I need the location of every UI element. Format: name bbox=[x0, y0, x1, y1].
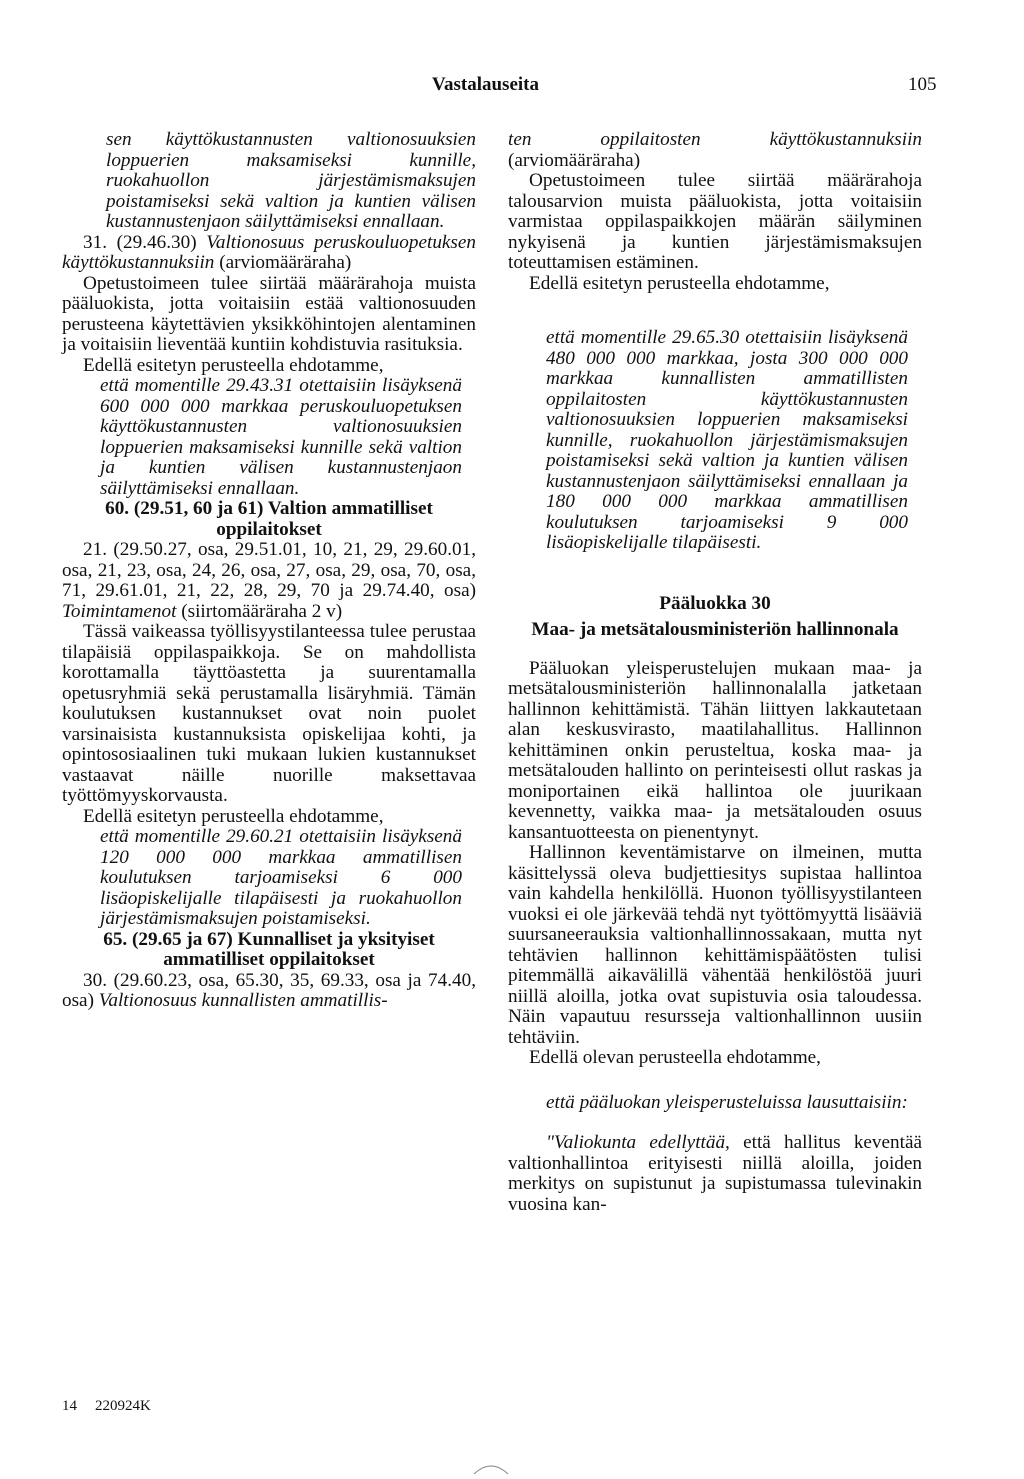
final-motion-intro: että pääluokan yleisperusteluissa lausuttaisiin: bbox=[546, 1091, 908, 1113]
page-number: 105 bbox=[908, 74, 937, 95]
item-21-title: Toimintamenot bbox=[62, 600, 177, 622]
main-class-30-title: Pääluokka 30 bbox=[659, 592, 771, 614]
paragraph-1: Pääluokan yleisperustelujen mukaan maa- ja metsätalousministeriön hallinnonalalla jatketaan hallinnon kehittämistä. Tähän liittyen lakkautetaan alan keskusvirasto, maatilahallitus. Hallinnon kehittäminen onkin perusteltua, koska maa- ja metsätalouden hallinto on perinteisesti ollut raskas ja moniportainen eikä hallintoa ole juurikaan kevennetty, vaikka maa- ja metsätalouden osuus kansantuotteesta on pienentynyt. bbox=[508, 657, 922, 843]
item-30-number: 30. (29.60.23, osa, 65.30, 35, 69.33, osa ja 74.40, osa) bbox=[62, 969, 476, 1011]
running-title: Vastalauseita bbox=[432, 74, 539, 95]
paragraph-3: Edellä olevan perusteella ehdotamme, bbox=[529, 1047, 821, 1068]
section-60-heading: 60. (29.51, 60 ja 61) Valtion ammatilliset oppilaitokset bbox=[105, 498, 433, 540]
item-30-cont-title: ten oppilaitosten käyttökustannuksiin bbox=[508, 129, 922, 150]
item-21-proposal: Edellä esitetyn perusteella ehdotamme, bbox=[83, 805, 384, 827]
item-30-motion: että momentille 29.65.30 otettaisiin lisäyksenä 480 000 000 markkaa, josta 300 000 000 markkaa kunnallisten ammatillisten oppilaitosten käyttökustannusten valtionosuuksien loppuerien maksamiseksi kunnille, ruokahuollon järjestämismaksujen poistamiseksi sekä valtion ja kuntien välisen kustannustenjaon säilyttämiseksi ennallaan ja 180 000 000 markkaa ammatillisen koulutuksen tarjoamiseksi 9 000 lisäopiskelijalle tilapäisesti. bbox=[546, 327, 908, 553]
final-quote-body: että hallitus keventää valtionhallintoa erityisesti niillä aloilla, joiden merkitys on supistunut ja supistumassa tulevinakin vuosina kan- bbox=[508, 1132, 922, 1215]
right-column bbox=[508, 130, 922, 1215]
final-quote bbox=[508, 1133, 922, 1215]
scan-mark-icon bbox=[472, 1460, 510, 1476]
item-30-cont-type: (arviomääräraha) bbox=[508, 149, 641, 171]
sheet-number: 14 bbox=[62, 1398, 77, 1414]
main-class-30-subtitle: Maa- ja metsätalousministeriön hallinnonala bbox=[531, 619, 899, 640]
left-column bbox=[62, 130, 476, 1012]
section-65-heading: 65. (29.65 ja 67) Kunnalliset ja yksityiset ammatilliset oppilaitokset bbox=[103, 928, 435, 970]
item-31-proposal: Edellä esitetyn perusteella ehdotamme, bbox=[83, 354, 384, 376]
item-21-body: Tässä vaikeassa työllisyystilanteessa tulee perustaa tilapäisiä oppilaspaikkoja. Se on mahdollista korottamalla täyttöastetta ja suurentamalla opetusryhmiä sekä perustamalla lisäryhmiä. Tämän koulutuksen kustannukset ovat noin puolet varsinaisista kustannuksista opiskelijaa kohti, ja opintososiaalinen tuki mukaan lukien kustannukset vastaavat näille nuorille maksettavaa työttömyyskorvausta. bbox=[62, 621, 476, 806]
item-30-title: Valtionosuus kunnallisten ammatillis- bbox=[98, 990, 388, 1011]
item-21-type: (siirtomääräraha 2 v) bbox=[176, 600, 343, 622]
page-header bbox=[0, 74, 1024, 98]
intro-motion: sen käyttökustannusten valtionosuuksien loppuerien maksamiseksi kunnille, ruokahuollon järjestämismaksujen poistamiseksi sekä valtion ja kuntien välisen kustannustenjaon säilyttämiseksi ennallaan. bbox=[106, 129, 476, 232]
print-signature: 220924K bbox=[95, 1398, 151, 1414]
item-31-body: Opetustoimeen tulee siirtää määrärahoja muista pääluokista, jotta voitaisiin estää valtionosuuden perusteena käytettävien yksikköhintojen alentaminen ja voitaisiin lieventää kuntiin kohdistuvia rasituksia. bbox=[62, 272, 476, 355]
item-30-body: Opetustoimeen tulee siirtää määrärahoja talousarvion muista pääluokista, jotta voitaisiin varmistaa oppilaspaikkojen määrän säilyminen nykyisenä ja kuntien järjestämismaksujen toteuttamisen estäminen. bbox=[508, 170, 922, 273]
item-31-motion: että momentille 29.43.31 otettaisiin lisäyksenä 600 000 000 markkaa peruskouluopetuksen käyttökustannusten valtionosuuksien loppuerien maksamiseksi kunnille sekä valtion ja kuntien välisen kustannustenjaon säilyttämiseksi ennallaan. bbox=[100, 375, 462, 499]
item-30-proposal: Edellä esitetyn perusteella ehdotamme, bbox=[529, 272, 830, 294]
item-31-number: 31. (29.46.30) bbox=[83, 231, 207, 253]
item-31-heading bbox=[62, 233, 476, 274]
item-21-motion: että momentille 29.60.21 otettaisiin lisäyksenä 120 000 000 markkaa ammatillisen koulutuksen tarjoamiseksi 6 000 lisäopiskelijalle tilapäisesti ja ruokahuollon järjestämismaksujen poistamiseksi. bbox=[100, 826, 462, 929]
item-31-type: (arviomääräraha) bbox=[214, 252, 352, 273]
item-21-number: 21. (29.50.27, osa, 29.51.01, 10, 21, 29, 29.60.01, osa, 21, 23, osa, 24, 26, osa, 27, osa, 29, osa, 70, osa, 71, 29.61.01, 21, 22, 28, 29, 70 ja 29.74.40, osa) bbox=[62, 539, 476, 601]
main-class-30-heading bbox=[508, 594, 922, 641]
item-21-heading bbox=[62, 540, 476, 622]
page-footer bbox=[62, 1398, 151, 1415]
item-31-title: Valtionosuus peruskouluopetuksen käyttökustannuksiin bbox=[62, 231, 477, 273]
item-30-heading bbox=[62, 971, 476, 1012]
final-quote-lead: "Valiokunta edellyttää, bbox=[546, 1132, 730, 1153]
paragraph-2: Hallinnon keventämistarve on ilmeinen, mutta käsittelyssä oleva budjettiesitys supistaa hallintoa vain kahdella henkilöllä. Huonon työllisyystilanteen vuoksi ei ole järkevää tehdä nyt työttömyyttä lisääviä suursaneerauksia valtionhallinnossakaan, mutta nyt tehtävien hallinnon kehittämispäätösten tulisi pitemmällä aikavälillä vähentää henkilöstöä juuri niillä aloilla, jotka ovat supistuvia osia taloudessa. Näin vapautuu resursseja valtionhallinnon uusiin tehtäviin. bbox=[508, 842, 922, 1048]
item-30-continuation bbox=[508, 130, 922, 171]
